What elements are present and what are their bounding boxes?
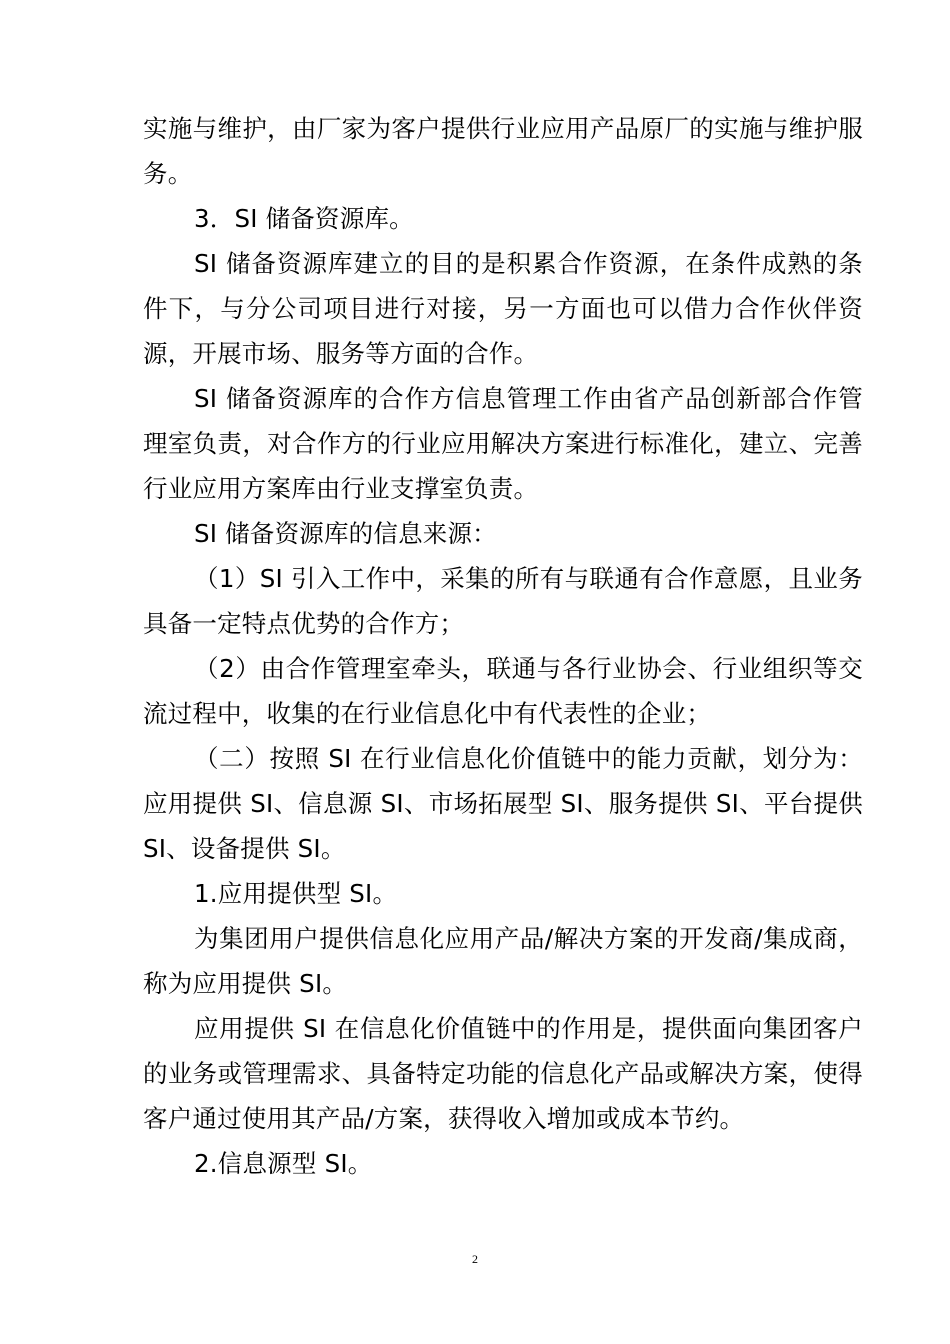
heading-si-reserve-library: 3．SI 储备资源库。: [194, 204, 414, 233]
list-item-source-2: （2）由合作管理室牵头，联通与各行业协会、行业组织等交流过程中，收集的在行业信息化中有代表性的企业；: [143, 654, 863, 728]
paragraph-application-provider-definition: 为集团用户提供信息化应用产品/解决方案的开发商/集成商，称为应用提供 SI。: [143, 924, 863, 998]
body-text: [143, 106, 863, 1186]
heading-application-provider-si: 1.应用提供型 SI。: [194, 879, 398, 908]
paragraph-reserve-library-management: SI 储备资源库的合作方信息管理工作由省产品创新部合作管理室负责，对合作方的行业应用解决方案进行标准化，建立、完善行业应用方案库由行业支撑室负责。: [143, 384, 863, 503]
list-item-source-1: （1）SI 引入工作中，采集的所有与联通有合作意愿，且业务具备一定特点优势的合作方；: [143, 564, 863, 638]
paragraph-application-provider-role: 应用提供 SI 在信息化价值链中的作用是，提供面向集团客户的业务或管理需求、具备特定功能的信息化产品或解决方案，使得客户通过使用其产品/方案，获得收入增加或成本节约。: [143, 1014, 863, 1133]
paragraph-information-sources: SI 储备资源库的信息来源：: [194, 519, 497, 548]
page-number: 2: [472, 1252, 478, 1266]
paragraph-si-classification: （二）按照 SI 在行业信息化价值链中的能力贡献，划分为：应用提供 SI、信息源 SI、市场拓展型 SI、服务提供 SI、平台提供 SI、设备提供 SI。: [143, 744, 863, 863]
heading-information-source-si: 2.信息源型 SI。: [194, 1149, 373, 1178]
paragraph-reserve-library-purpose: SI 储备资源库建立的目的是积累合作资源，在条件成熟的条件下，与分公司项目进行对接，另一方面也可以借力合作伙伴资源，开展市场、服务等方面的合作。: [143, 249, 863, 368]
paragraph-implementation-service: 实施与维护，由厂家为客户提供行业应用产品原厂的实施与维护服务。: [143, 114, 863, 188]
